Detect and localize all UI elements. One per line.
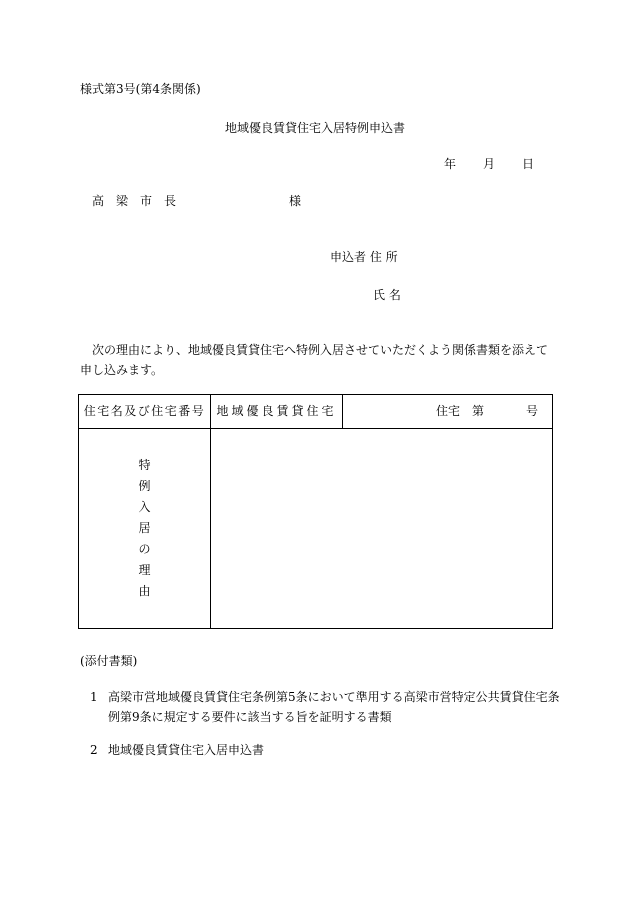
attachment-number: 1 (90, 690, 98, 704)
addressee-mayor: 高梁市長 (92, 194, 189, 208)
housing-name-label: 住宅名及び住宅番号 (79, 395, 211, 429)
intro-text: 次の理由により、地域優良賃貸住宅へ特例入居させていただくよう関係書類を添えて申し込みます。 (80, 343, 549, 377)
date-year: 年 (444, 157, 457, 171)
reason-row (79, 429, 553, 629)
document-title: 地域優良賃貸住宅入居特例申込書 (224, 121, 405, 135)
reason-label-cell (79, 429, 211, 629)
addressee-honorific: 様 (289, 194, 302, 208)
table-header-row (79, 395, 553, 429)
dai-label: 第 (471, 404, 484, 419)
attachment-text: 高梁市営地域優良賃貸住宅条例第5条において準用する高梁市営特定公共賃貸住宅条例第9条に規定する要件に該当する旨を証明する書類 (108, 690, 560, 724)
applicant-address-label: 申込者 住 所 (330, 250, 398, 264)
attachment-item (90, 743, 264, 757)
housing-type: 地域優良賃貸住宅 (211, 395, 343, 429)
go-label: 号 (525, 404, 538, 419)
reason-field[interactable] (211, 429, 553, 629)
application-table (78, 394, 553, 629)
date-month: 月 (483, 157, 496, 171)
house-label: 住宅 (435, 404, 460, 419)
attachments-heading: (添付書類) (80, 654, 138, 668)
date-day: 日 (522, 157, 535, 171)
housing-number-field[interactable] (343, 395, 553, 429)
attachment-text: 地域優良賃貸住宅入居申込書 (108, 743, 265, 757)
date-line (444, 157, 534, 171)
attachment-item (90, 687, 560, 727)
applicant-name-label: 氏 名 (373, 288, 401, 302)
attachment-number: 2 (90, 743, 98, 757)
form-number: 様式第3号(第4条関係) (80, 82, 201, 96)
addressee (92, 194, 302, 208)
reason-label: 特例入居の理由 (138, 458, 151, 598)
